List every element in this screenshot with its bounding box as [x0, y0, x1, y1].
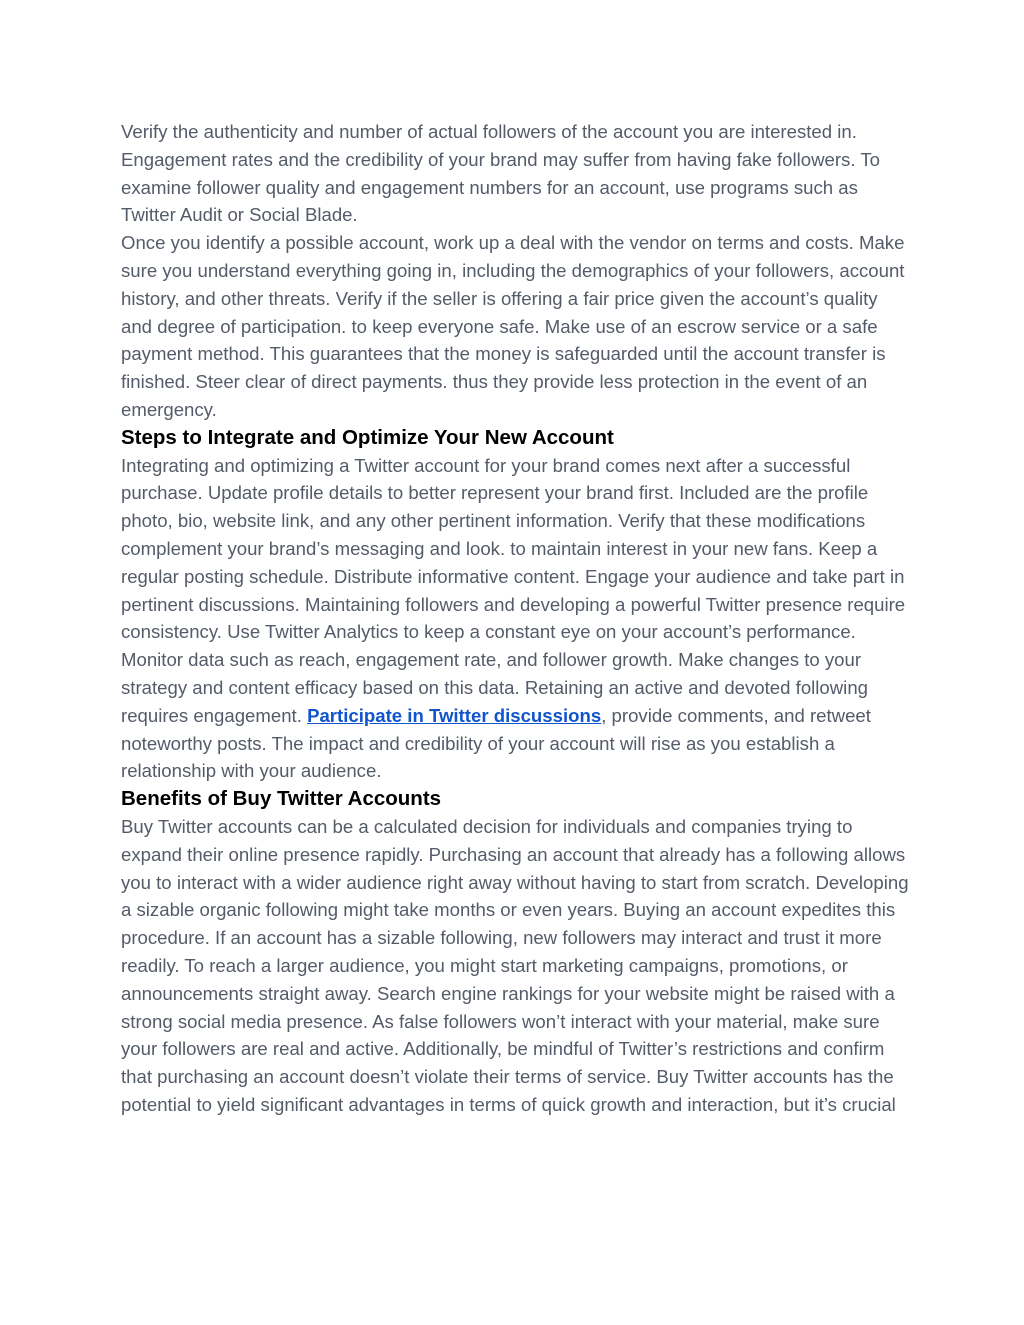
benefits-heading: Benefits of Buy Twitter Accounts [121, 787, 442, 811]
steps-heading: Steps to Integrate and Optimize Your New Account [121, 425, 614, 449]
steps-text-after-link: , provide comments, and retweet noteworthy posts. The impact and credibility of your account will rise as you establish a relationship with your audience. [121, 704, 871, 782]
intro-paragraph-2: Once you identify a possible account, work up a deal with the vendor on terms and costs. Make sure you understand everything going in, including the demographics of your followers, account history, and other threats. Verify if the seller is offering a fair price given the account’s quality and degree of participation. to keep everyone safe. Make use of an escrow service or a safe payment method. This guarantees that the money is safeguarded until the account transfer is finished. Steer clear of direct payments. thus they provide less protection in the event of an emergency. [121, 232, 905, 420]
steps-text-before-link: Integrating and optimizing a Twitter account for your brand comes next after a successful purchase. Update profile details to better represent your brand first. Included are the profile photo, bio, website link, and any other pertinent information. Verify that these modifications complement your brand’s messaging and look. to maintain interest in your new fans. Keep a regular posting schedule. Distribute informative content. Engage your audience and take part in pertinent discussions. Maintaining followers and developing a powerful Twitter presence require consistency. Use Twitter Analytics to keep a constant eye on your account’s performance. Monitor data such as reach, engagement rate, and follower growth. Make changes to your strategy and content efficacy based on this data. Retaining an active and devoted following requires engagement. [121, 454, 906, 726]
twitter-discussions-link[interactable]: Participate in Twitter discussions [307, 704, 602, 726]
benefits-paragraph: Buy Twitter accounts can be a calculated decision for individuals and companies trying to expand their online presence rapidly. Purchasing an account that already has a following allows you to interact with a wider audience right away without having to start from scratch. Developing a sizable organic following might take months or even years. Buying an account expedites this procedure. If an account has a sizable following, new followers may interact and trust it more readily. To reach a larger audience, you might start marketing campaigns, promotions, or announcements straight away. Search engine rankings for your website might be raised with a strong social media presence. As false followers won’t interact with your material, make sure your followers are real and active. Additionally, be mindful of Twitter’s restrictions and confirm that purchasing an account doesn’t violate their terms of service. Buy Twitter accounts has the potential to yield significant advantages in terms of quick growth and interaction, but it’s crucial [121, 815, 909, 1115]
document-page [121, 118, 911, 1119]
intro-paragraph-1: Verify the authenticity and number of actual followers of the account you are interested in. Engagement rates and the credibility of your brand may suffer from having fake followers. To examine follower quality and engagement numbers for an account, use programs such as Twitter Audit or Social Blade. [121, 121, 880, 226]
steps-paragraph [121, 452, 911, 786]
